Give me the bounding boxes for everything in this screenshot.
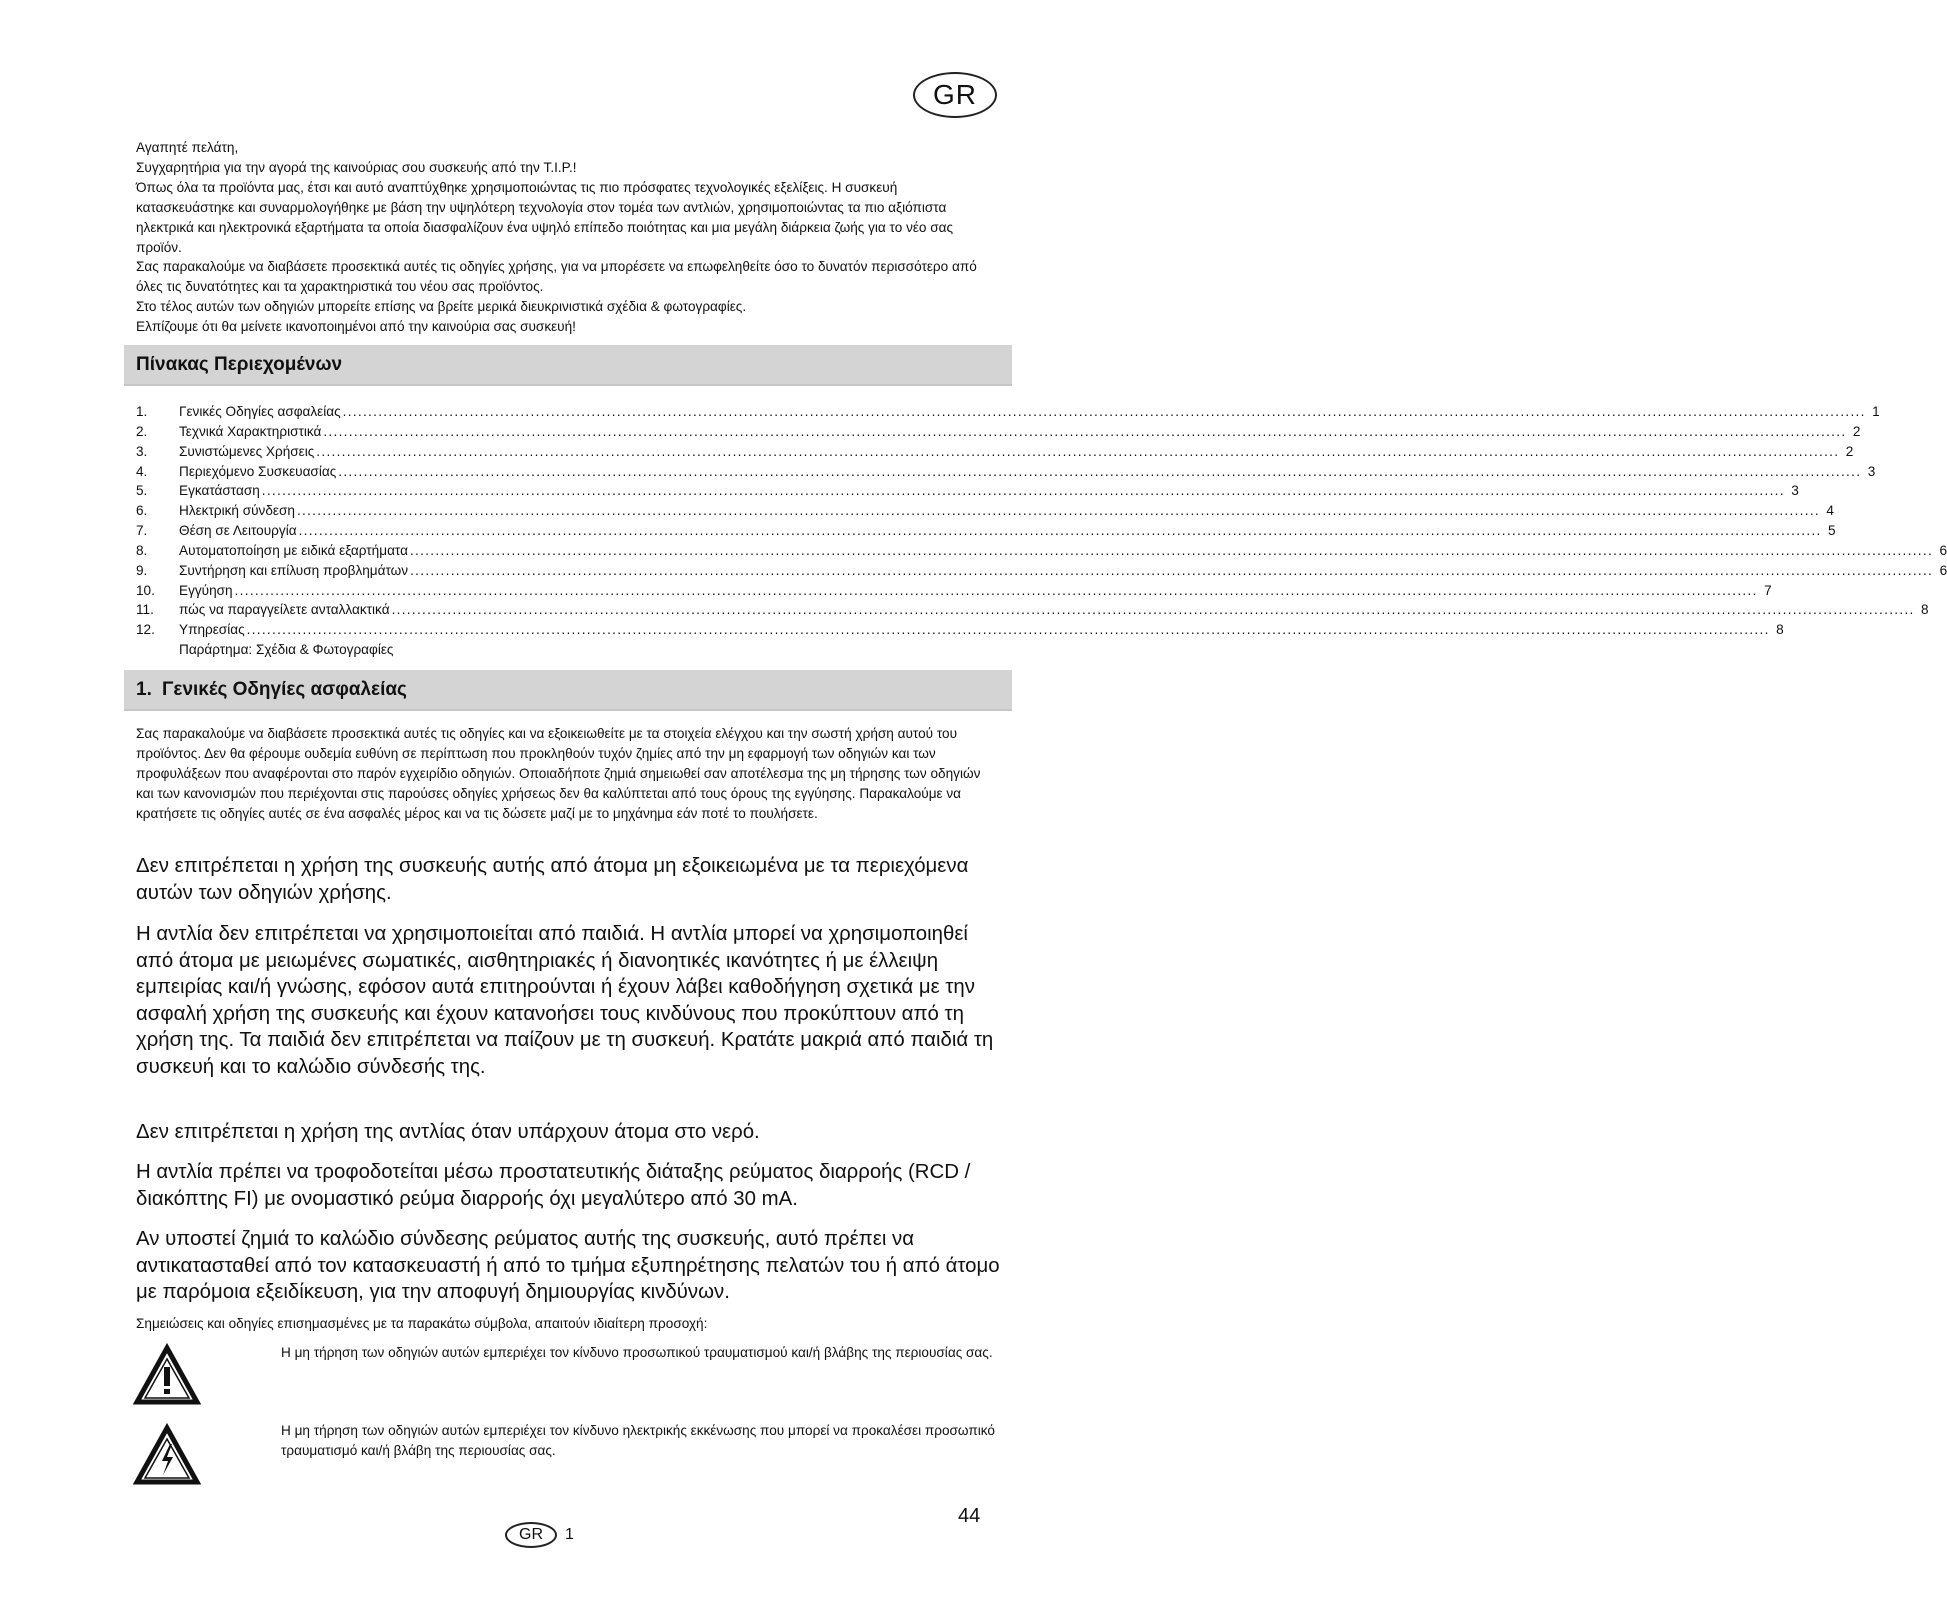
language-badge-gr-footer: GR xyxy=(505,1522,557,1548)
intro-text xyxy=(136,138,996,337)
section-1-body xyxy=(136,724,1000,824)
section-1-heading-bar xyxy=(124,670,1012,711)
toc-entry-title: Περιεχόμενο Συσκευασίας xyxy=(179,463,337,479)
safety-notice xyxy=(136,1226,1006,1306)
toc-leader-dots: ............................................................................................................................................................................................................................................................................................................ xyxy=(338,463,1862,479)
toc-entry[interactable] xyxy=(136,521,1836,541)
toc-entry-page: 2 xyxy=(1852,423,1861,439)
general-warning-icon xyxy=(134,1345,200,1405)
toc-entry[interactable] xyxy=(136,442,1854,462)
toc-leader-dots: ............................................................................................................................................................................................................................................................................................................ xyxy=(261,483,1785,499)
toc-entry-title: Αυτοματοποίηση με ειδικά εξαρτήματα xyxy=(179,542,408,558)
toc-leader-dots: ............................................................................................................................................................................................................................................................................................................ xyxy=(391,602,1915,618)
toc-entry-page: 5 xyxy=(1828,523,1836,539)
toc-entry[interactable] xyxy=(136,541,1947,561)
toc-leader-dots: ............................................................................................................................................................................................................................................................................................................ xyxy=(323,423,1847,439)
toc-entry-page: 8 xyxy=(1776,622,1784,638)
table-of-contents xyxy=(136,402,1947,660)
toc-entry-page: 8 xyxy=(1921,602,1929,618)
language-badge-gr: GR xyxy=(913,72,997,118)
toc-entry-title: Εγγύηση xyxy=(179,582,233,598)
toc-leader-dots: ............................................................................................................................................................................................................................................................................................................ xyxy=(409,542,1934,558)
safety-notice xyxy=(136,1159,1006,1212)
toc-entry[interactable] xyxy=(136,462,1876,482)
intro-greeting: Αγαπητέ πελάτη, xyxy=(136,140,239,155)
toc-entry-title: Τεχνικά Χαρακτηριστικά xyxy=(179,423,322,439)
safety-notice xyxy=(136,853,1006,906)
toc-entry-number: 9. xyxy=(136,562,148,578)
toc-heading-bar xyxy=(124,345,1012,386)
toc-entry-page: 1 xyxy=(1872,404,1880,419)
toc-entry[interactable] xyxy=(136,402,1880,422)
toc-entry-number: 4. xyxy=(136,463,148,479)
toc-heading: Πίνακας Περιεχομένων xyxy=(136,353,343,375)
toc-entry-title: Εγκατάσταση xyxy=(179,483,260,499)
section-1-title: Γενικές Οδηγίες ασφαλείας xyxy=(162,678,407,700)
toc-entry-title: Ηλεκτρική σύνδεση xyxy=(179,503,295,519)
toc-entry-number: 5. xyxy=(136,483,148,499)
page-number: 44 xyxy=(958,1505,981,1527)
toc-entry-page: 6 xyxy=(1939,542,1947,558)
electric-shock-warning-icon xyxy=(134,1425,200,1485)
safety-notice-text: Αν υποστεί ζημιά το καλώδιο σύνδεσης ρεύματος αυτής της συσκευής, αυτό πρέπει να αντικατασταθεί από τον κατασκευαστή ή από το τμήμα εξυπηρέτησης πελατών του ή από άτομο με παρόμοια εξειδίκευση, για την αποφυγή δημιουργίας κινδύνων. xyxy=(136,1228,1000,1303)
safety-notice xyxy=(136,921,1006,1080)
toc-entry-title: Συνιστώμενες Χρήσεις xyxy=(179,443,315,459)
toc-leader-dots: ............................................................................................................................................................................................................................................................................................................ xyxy=(296,503,1820,519)
toc-entry-page: 6 xyxy=(1939,562,1947,578)
toc-entry-number: 6. xyxy=(136,503,148,519)
toc-entry-page: 4 xyxy=(1826,503,1834,519)
toc-leader-dots: ............................................................................................................................................................................................................................................................................................................ xyxy=(246,622,1770,638)
intro-congrats: Συγχαρητήρια για την αγορά της καινούριας σου συσκευής από την T.I.P.! xyxy=(136,159,577,175)
section-1-number: 1. xyxy=(136,678,152,700)
safety-notice-text: Δεν επιτρέπεται η χρήση της συσκευής αυτής από άτομα μη εξοικειωμένα με τα περιεχόμενα αυτών των οδηγιών χρήσης. xyxy=(136,855,969,904)
toc-entry-number: 3. xyxy=(136,443,148,459)
symbols-intro: Σημειώσεις και οδηγίες επισημασμένες με τα παρακάτω σύμβολα, απαιτούν ιδιαίτερη προσοχή: xyxy=(136,1316,708,1331)
toc-entry-title: Υπηρεσίας xyxy=(179,622,245,638)
intro-closing: Ελπίζουμε ότι θα μείνετε ικανοποιημένοι από την καινούρια σας συσκευή! xyxy=(136,319,576,335)
toc-leader-dots: ............................................................................................................................................................................................................................................................................................................ xyxy=(342,404,1866,419)
safety-notice xyxy=(136,1119,1006,1146)
toc-entry-page: 7 xyxy=(1764,582,1772,598)
toc-leader-dots: ............................................................................................................................................................................................................................................................................................................ xyxy=(298,523,1822,539)
toc-entry-title: Συντήρηση και επίλυση προβλημάτων xyxy=(179,562,409,578)
toc-entry-number: 1. xyxy=(136,404,148,419)
footer-page-number: 1 xyxy=(565,1526,574,1543)
toc-entry-title: Γενικές Οδηγίες ασφαλείας xyxy=(179,404,341,419)
toc-entry[interactable] xyxy=(136,422,1861,442)
toc-entry-title: πώς να παραγγείλετε ανταλλακτικά xyxy=(179,602,390,618)
toc-entry-number: 10. xyxy=(136,582,155,598)
toc-entry-page: 2 xyxy=(1845,443,1854,459)
toc-entry-title: Θέση σε Λειτουργία xyxy=(179,523,297,539)
toc-leader-dots: ............................................................................................................................................................................................................................................................................................................ xyxy=(410,562,1934,578)
toc-entry-number: 12. xyxy=(136,622,155,638)
toc-entry[interactable] xyxy=(136,501,1834,521)
toc-entry[interactable] xyxy=(136,481,1799,501)
toc-appendix[interactable]: Παράρτημα: Σχέδια & Φωτογραφίες xyxy=(179,642,394,658)
toc-entry-page: 3 xyxy=(1867,463,1876,479)
toc-entry-number: 8. xyxy=(136,542,148,558)
toc-entry-page: 3 xyxy=(1791,483,1799,499)
safety-notice-text: Δεν επιτρέπεται η χρήση της αντλίας όταν υπάρχουν άτομα στο νερό. xyxy=(136,1121,760,1143)
safety-notice-text: Η αντλία δεν επιτρέπεται να χρησιμοποιείται από παιδιά. Η αντλία μπορεί να χρησιμοποιηθεί από άτομα με μειωμένες σωματικές, αισθητηριακές ή διανοητικές ικανότητες ή με έλλειψη εμπειρίας και/ή γνώσης, εφόσον αυτά επιτηρούνται ή έχουν λάβει καθοδήγηση σχετικά με την ασφαλή χρήση της συσκευής και έχουν κατανοήσει τους κινδύνους που προκύπτουν από τη χρήση της. Τα παιδιά δεν επιτρέπεται να παίζουν με τη συσκευή. Κρατάτε μακριά από παιδιά τη συσκευή και το καλώδιο σύνδεσής της. xyxy=(136,923,994,1078)
electric-shock-warning-text: Η μη τήρηση των οδηγιών αυτών εμπεριέχει τον κίνδυνο ηλεκτρικής εκκένωσης που μπορεί να προκαλέσει προσωπικό τραυματισμό και/ή βλάβη της περιουσίας σας. xyxy=(281,1423,995,1458)
intro-paragraph: Στο τέλος αυτών των οδηγιών μπορείτε επίσης να βρείτε μερικά διευκρινιστικά σχέδια & φωτογραφίες. xyxy=(136,299,747,315)
page-footer xyxy=(505,1522,574,1548)
toc-entry[interactable] xyxy=(136,581,1772,601)
intro-paragraph: Όπως όλα τα προϊόντα μας, έτσι και αυτό αναπτύχθηκε χρησιμοποιώντας τις πιο πρόσφατες τεχνολογικές εξελίξεις. Η συσκευή κατασκευάστηκε και συναρμολογήθηκε με βάση την υψηλότερη τεχνολογία στον τομέα των αντλιών, χρησιμοποιώντας τα πιο αξιόπιστα ηλεκτρικά και ηλεκτρονικά εξαρτήματα τα οποία διασφαλίζουν ένα υψηλό επίπεδο ποιότητας και μια μεγάλη διάρκεια ζωής για το νέο σας προϊόν. xyxy=(136,179,954,255)
safety-notice-text: Η αντλία πρέπει να τροφοδοτείται μέσω προστατευτικής διάταξης ρεύματος διαρροής (RCD / διακόπτης FI) με ονομαστικό ρεύμα διαρροής όχι μεγαλύτερο από 30 mA. xyxy=(136,1161,971,1210)
toc-leader-dots: ............................................................................................................................................................................................................................................................................................................ xyxy=(234,582,1758,598)
toc-leader-dots: ............................................................................................................................................................................................................................................................................................................ xyxy=(316,443,1840,459)
general-warning-text: Η μη τήρηση των οδηγιών αυτών εμπεριέχει τον κίνδυνο προσωπικού τραυματισμού και/ή βλάβης της περιουσίας σας. xyxy=(281,1345,993,1360)
intro-paragraph: Σας παρακαλούμε να διαβάσετε προσεκτικά αυτές τις οδηγίες χρήσης, για να μπορέσετε να επωφεληθείτε όσο το δυνατόν περισσότερο από όλες τις δυνατότητες και τα χαρακτηριστικά του νέου σας προϊόντος. xyxy=(136,259,977,295)
toc-entry-number: 2. xyxy=(136,423,148,439)
toc-entry[interactable] xyxy=(136,561,1947,581)
safety-intro-paragraph: Σας παρακαλούμε να διαβάσετε προσεκτικά αυτές τις οδηγίες και να εξοικειωθείτε με τα στοιχεία ελέγχου και την σωστή χρήση αυτού του προϊόντος. Δεν θα φέρουμε ουδεμία ευθύνη σε περίπτωση που προκληθούν τυχόν ζημίες από την μη εφαρμογή των οδηγιών και των προφυλάξεων που αναφέρονται στο παρόν εγχειρίδιο οδηγιών. Οποιαδήποτε ζημιά σημειωθεί σαν αποτέλεσμα της μη τήρησης των οδηγιών και των κανονισμών που περιέχονται στις παρούσες οδηγίες χρήσεως δεν θα καλύπτεται από τους όρους της εγγύησης. Παρακαλούμε να κρατήσετε τις οδηγίες αυτές σε ένα ασφαλές μέρος και να τις δώσετε μαζί με το μηχάνημα εάν ποτέ το πουλήσετε. xyxy=(136,726,981,821)
toc-entry-number: 11. xyxy=(136,602,154,618)
toc-entry[interactable] xyxy=(136,600,1929,620)
toc-entry-number: 7. xyxy=(136,523,148,539)
toc-entry[interactable] xyxy=(136,620,1784,640)
